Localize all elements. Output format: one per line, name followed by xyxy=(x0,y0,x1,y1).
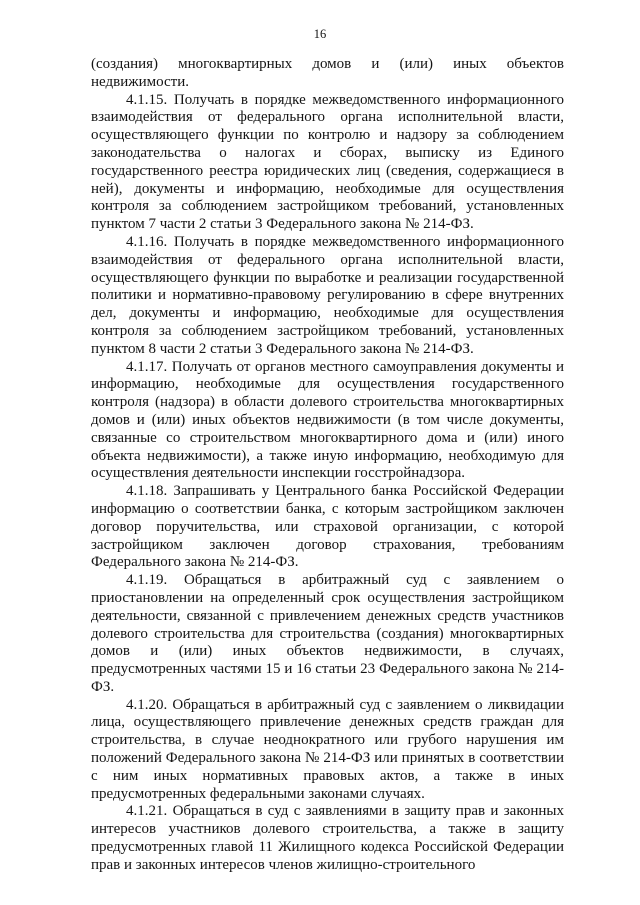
paragraph-4-1-15: 4.1.15. Получать в порядке межведомственного информационного взаимодействия от федерального органа исполнительной власти, осуществляющего функции по контролю и надзору за соблюдением законодательства о налогах и сборах, выписку из Единого государственного реестра юридических лиц (сведения, содержащиеся в ней), документы и информацию, необходимые для осуществления контроля за соблюдением застройщиком требований, установленных пунктом 7 части 2 статьи 3 Федерального закона № 214-ФЗ. xyxy=(91,91,564,233)
document-body xyxy=(91,56,564,875)
paragraph-continuation: (создания) многоквартирных домов и (или) иных объектов недвижимости. xyxy=(91,56,564,90)
paragraph-4-1-19: 4.1.19. Обращаться в арбитражный суд с заявлением о приостановлении на определенный срок осуществления застройщиком деятельности, связанной с привлечением денежных средств участников долевого строительства для строительства (создания) многоквартирных домов и (или) иных объектов недвижимости, в случаях, предусмотренных частями 15 и 16 статьи 23 Федерального закона № 214-ФЗ. xyxy=(91,572,564,695)
paragraph-4-1-21: 4.1.21. Обращаться в суд с заявлениями в защиту прав и законных интересов участников долевого строительства, а также в защиту предусмотренных главой 11 Жилищного кодекса Российской Федерации прав и законных интересов членов жилищно-строительного xyxy=(91,803,564,873)
paragraph-4-1-20: 4.1.20. Обращаться в арбитражный суд с заявлением о ликвидации лица, осуществляющего привлечение денежных средств граждан для строительства, в случае неоднократного или грубого нарушения им положений Федерального закона № 214-ФЗ или принятых в соответствии с ним иных нормативных правовых актов, а также в иных предусмотренных федеральными законами случаях. xyxy=(91,696,564,802)
paragraph-4-1-17: 4.1.17. Получать от органов местного самоуправления документы и информацию, необходимые для осуществления государственного контроля (надзора) в области долевого строительства многоквартирных домов и (или) иных объектов недвижимости (в том числе документы, связанные со строительством многоквартирного дома и (или) иного объекта недвижимости), а также иную информацию, необходимую для осуществления деятельности инспекции госстройнадзора. xyxy=(91,358,564,482)
paragraph-4-1-18: 4.1.18. Запрашивать у Центрального банка Российской Федерации информацию о соответствии банка, с которым застройщиком заключен договор поручительства, или страховой организации, с которой застройщиком заключен договор страхования, требованиям Федерального закона № 214-ФЗ. xyxy=(91,483,564,571)
paragraph-4-1-16: 4.1.16. Получать в порядке межведомственного информационного взаимодействия от федерального органа исполнительной власти, осуществляющего функции по выработке и реализации государственной политики и нормативно-правовому регулированию в сфере внутренних дел, документы и информацию, необходимые для осуществления контроля за соблюдением застройщиком требований, установленных пунктом 8 части 2 статьи 3 Федерального закона № 214-ФЗ. xyxy=(91,233,564,357)
page-number: 16 xyxy=(313,27,327,41)
